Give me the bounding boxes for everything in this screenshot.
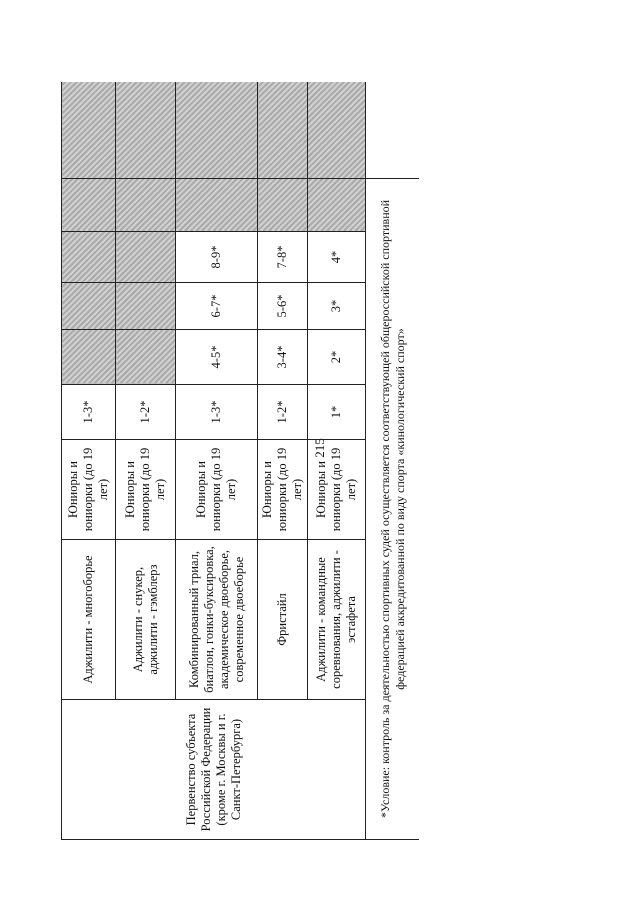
page-number: 215 (312, 438, 327, 458)
place-cell: 1* (308, 385, 366, 440)
rank-cell (116, 232, 176, 283)
rank-cell: 4-5* (176, 330, 258, 385)
age-group-cell: Юниоры и юниорки (до 19 лет) (176, 440, 258, 540)
rank-cell: 4* (308, 232, 366, 283)
rank-cell (116, 330, 176, 385)
place-cell: 1-2* (258, 385, 308, 440)
table-row (366, 82, 420, 840)
rank-table (61, 82, 419, 840)
rank-cell (62, 283, 116, 330)
rank-cell (176, 82, 258, 179)
place-cell: 1-3* (176, 385, 258, 440)
table-row (62, 82, 116, 840)
age-group-cell: Юниоры и юниорки (до 19 лет) (116, 440, 176, 540)
rank-cell (116, 82, 176, 179)
rank-cell (176, 179, 258, 232)
rank-cell (62, 179, 116, 232)
rotated-table-container (61, 82, 419, 840)
rank-cell (62, 232, 116, 283)
rank-cell: 3* (308, 283, 366, 330)
footnote-cell: *Условие: контроль за деятельностью спортивных судей осуществляется соответствующей общероссийской спортивной федерацией аккредитованной по виду спорта «кинологический спорт» (366, 179, 420, 840)
rank-cell: 8-9* (176, 232, 258, 283)
discipline-cell: Комбинированный триал, биатлон, гонки-буксировка, академическое двоеборье, современное двоеборье (176, 540, 258, 700)
discipline-cell: Аджилити - многоборье (62, 540, 116, 700)
place-cell: 1-3* (62, 385, 116, 440)
rank-cell (308, 82, 366, 179)
rank-cell: 3-4* (258, 330, 308, 385)
age-group-cell: Юниоры и юниорки (до 19 лет) (258, 440, 308, 540)
place-cell: 1-2* (116, 385, 176, 440)
rank-cell (308, 179, 366, 232)
rank-cell (116, 283, 176, 330)
age-group-cell: Юниоры и юниорки (до 19 лет) (62, 440, 116, 540)
rank-cell (258, 179, 308, 232)
rank-cell (62, 330, 116, 385)
discipline-cell: Аджилити - снукер, аджилити - гэмблерз (116, 540, 176, 700)
category-cell: Первенство субъекта Российской Федерации (кроме г. Москвы и г. Санкт-Петербурга) (62, 700, 366, 840)
rank-cell (62, 82, 116, 179)
rank-cell: 7-8* (258, 232, 308, 283)
rotated-table (61, 82, 419, 840)
rank-cell: 6-7* (176, 283, 258, 330)
rank-cell: 5-6* (258, 283, 308, 330)
age-group-cell: Юниоры и юниорки (до 19 лет) (308, 440, 366, 540)
rank-cell: 2* (308, 330, 366, 385)
rank-cell (116, 179, 176, 232)
discipline-cell: Фристайл (258, 540, 308, 700)
discipline-cell: Аджилити - командные соревнования, аджилити - эстафета (308, 540, 366, 700)
rank-cell (258, 82, 308, 179)
